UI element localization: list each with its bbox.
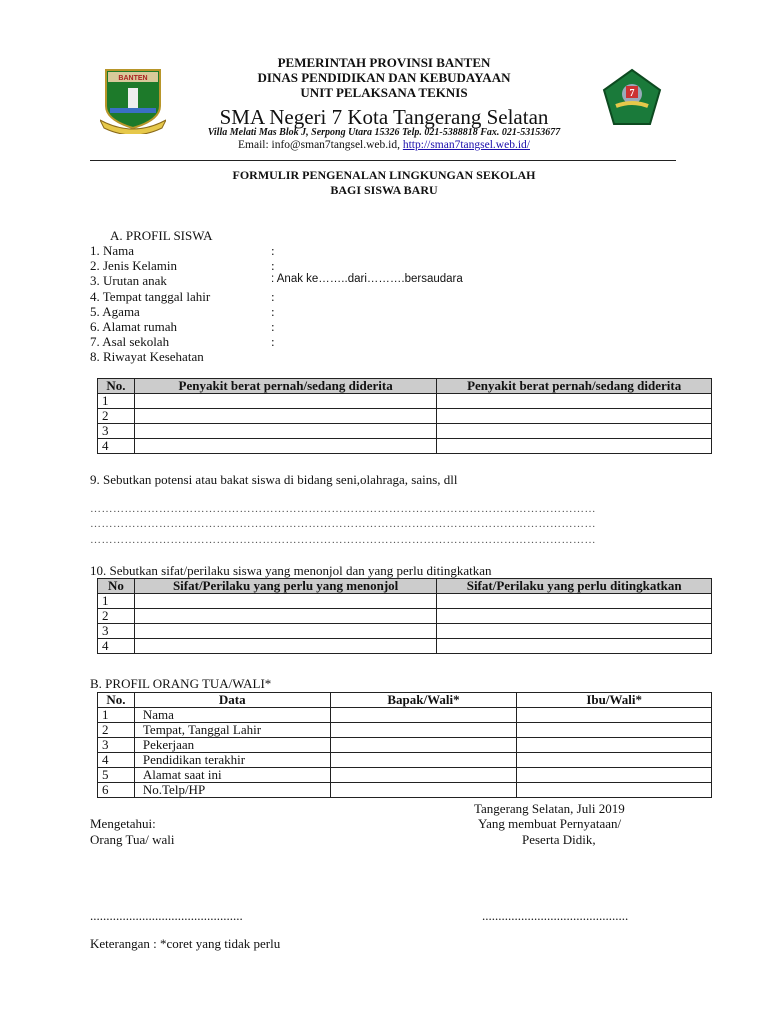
table-row: [98, 424, 712, 439]
table-row: [98, 624, 712, 639]
input-cell[interactable]: [437, 424, 712, 439]
school-logo-number: 7: [629, 88, 635, 99]
form-title-1: FORMULIR PENGENALAN LINGKUNGAN SEKOLAH: [232, 168, 536, 182]
table-header-row: [98, 379, 712, 394]
column-header: No.: [98, 693, 135, 708]
parent-label: Orang Tua/ wali: [90, 832, 175, 847]
field-value[interactable]: :: [271, 334, 275, 350]
table-cell: Pekerjaan: [134, 738, 330, 753]
input-cell[interactable]: [437, 409, 712, 424]
form-title-2: BAGI SISWA BARU: [330, 183, 438, 197]
table-cell: 4: [98, 753, 135, 768]
table-cell: Pendidikan terakhir: [134, 753, 330, 768]
column-header: Sifat/Perilaku yang perlu ditingkatkan: [437, 579, 712, 594]
input-cell[interactable]: [330, 738, 517, 753]
column-header: No.: [98, 379, 135, 394]
field-value[interactable]: : Anak ke……..dari……….bersaudara: [271, 273, 463, 286]
input-cell[interactable]: [517, 753, 712, 768]
table-cell: 6: [98, 783, 135, 798]
input-cell[interactable]: [517, 723, 712, 738]
field-label: 6. Alamat rumah: [90, 319, 178, 334]
input-cell[interactable]: [517, 738, 712, 753]
answer-line[interactable]: ……………………………………………………………………………………………………………………: [90, 503, 596, 515]
input-cell[interactable]: [134, 639, 436, 654]
place-date: Tangerang Selatan, Juli 2019: [474, 801, 625, 816]
svg-text:BANTEN: BANTEN: [118, 75, 148, 82]
acknowledged-label: Mengetahui:: [90, 816, 156, 831]
table-cell: 2: [98, 609, 135, 624]
input-cell[interactable]: [134, 409, 436, 424]
student-signature-line[interactable]: .............................................: [482, 908, 629, 923]
header-line3: UNIT PELAKSANA TEKNIS: [300, 85, 468, 100]
trait-table: [97, 578, 712, 654]
input-cell[interactable]: [330, 723, 517, 738]
column-header: Bapak/Wali*: [330, 693, 517, 708]
table-row: [98, 768, 712, 783]
table-cell: No.Telp/HP: [134, 783, 330, 798]
input-cell[interactable]: [134, 609, 436, 624]
table-cell: 4: [98, 639, 135, 654]
column-header: Data: [134, 693, 330, 708]
input-cell[interactable]: [437, 394, 712, 409]
table-row: [98, 753, 712, 768]
field-label: 2. Jenis Kelamin: [90, 258, 178, 274]
table-row: [98, 439, 712, 454]
table-cell: 1: [98, 594, 135, 609]
input-cell[interactable]: [437, 609, 712, 624]
input-cell[interactable]: [134, 424, 436, 439]
table-cell: 2: [98, 723, 135, 738]
website-link[interactable]: http://sman7tangsel.web.id/: [402, 139, 530, 151]
input-cell[interactable]: [517, 783, 712, 798]
table-row: [98, 738, 712, 753]
answer-line[interactable]: ……………………………………………………………………………………………………………………: [90, 518, 596, 530]
email-text: Email: info@sman7tangsel.web.id,: [238, 139, 403, 151]
input-cell[interactable]: [437, 439, 712, 454]
input-cell[interactable]: [437, 594, 712, 609]
table-cell: Alamat saat ini: [134, 768, 330, 783]
table-row: [98, 723, 712, 738]
table-row: [98, 409, 712, 424]
table-cell: 3: [98, 738, 135, 753]
input-cell[interactable]: [517, 768, 712, 783]
header-rule: [90, 160, 676, 161]
table-cell: 3: [98, 624, 135, 639]
section-a-heading: A. PROFIL SISWA: [110, 228, 213, 243]
table-header-row: [98, 579, 712, 594]
table-cell: Nama: [134, 708, 330, 723]
school-contact: [0, 139, 768, 151]
field-value[interactable]: :: [271, 243, 275, 258]
header-line1: PEMERINTAH PROVINSI BANTEN: [277, 55, 491, 70]
note: Keterangan : *coret yang tidak perlu: [90, 936, 281, 951]
field-label: 8. Riwayat Kesehatan: [90, 349, 204, 365]
column-header: No: [98, 579, 135, 594]
school-address: Villa Melati Mas Blok J, Serpong Utara 15326 Telp. 021-5388818 Fax. 021-53153677: [207, 127, 561, 138]
table-row: [98, 609, 712, 624]
field-value[interactable]: :: [271, 288, 275, 304]
table-row: [98, 783, 712, 798]
field-label: 7. Asal sekolah: [90, 334, 170, 350]
field-value[interactable]: :: [271, 303, 275, 319]
header-line2: DINAS PENDIDIKAN DAN KEBUDAYAAN: [257, 70, 511, 85]
column-header: Penyakit berat pernah/sedang diderita: [134, 379, 436, 394]
field-label: 5. Agama: [90, 303, 140, 319]
question-9: 9. Sebutkan potensi atau bakat siswa di bidang seni,olahraga, sains, dll: [90, 472, 458, 487]
column-header: Ibu/Wali*: [517, 693, 712, 708]
input-cell[interactable]: [437, 639, 712, 654]
input-cell[interactable]: [134, 439, 436, 454]
table-header-row: [98, 693, 712, 708]
table-cell: Tempat, Tanggal Lahir: [134, 723, 330, 738]
field-label: 4. Tempat tanggal lahir: [90, 288, 211, 304]
field-value[interactable]: :: [271, 319, 275, 334]
parent-table: [97, 692, 712, 798]
answer-line[interactable]: ……………………………………………………………………………………………………………………: [90, 534, 596, 546]
input-cell[interactable]: [330, 768, 517, 783]
column-header: Penyakit berat pernah/sedang diderita: [437, 379, 712, 394]
input-cell[interactable]: [134, 594, 436, 609]
input-cell[interactable]: [134, 624, 436, 639]
input-cell[interactable]: [330, 708, 517, 723]
input-cell[interactable]: [330, 783, 517, 798]
table-cell: 1: [98, 708, 135, 723]
table-cell: 2: [98, 409, 135, 424]
table-cell: 5: [98, 768, 135, 783]
input-cell[interactable]: [437, 624, 712, 639]
field-label: 3. Urutan anak: [90, 273, 167, 289]
table-cell: 3: [98, 424, 135, 439]
parent-signature-line[interactable]: ...............................................: [90, 908, 243, 923]
table-cell: 1: [98, 394, 135, 409]
table-row: [98, 708, 712, 723]
declarant-label: Yang membuat Pernyataan/: [478, 816, 622, 831]
column-header: Sifat/Perilaku yang perlu yang menonjol: [134, 579, 436, 594]
table-row: [98, 394, 712, 409]
table-cell: 4: [98, 439, 135, 454]
input-cell[interactable]: [134, 394, 436, 409]
input-cell[interactable]: [517, 708, 712, 723]
table-row: [98, 594, 712, 609]
section-b-heading: B. PROFIL ORANG TUA/WALI*: [90, 676, 272, 691]
question-10: 10. Sebutkan sifat/perilaku siswa yang menonjol dan yang perlu ditingkatkan: [90, 563, 492, 578]
school-name: SMA Negeri 7 Kota Tangerang Selatan: [219, 105, 549, 129]
table-row: [98, 639, 712, 654]
input-cell[interactable]: [330, 753, 517, 768]
student-label: Peserta Didik,: [522, 832, 596, 847]
field-value[interactable]: :: [271, 258, 275, 274]
health-table: [97, 378, 712, 454]
field-label: 1. Nama: [90, 243, 135, 258]
